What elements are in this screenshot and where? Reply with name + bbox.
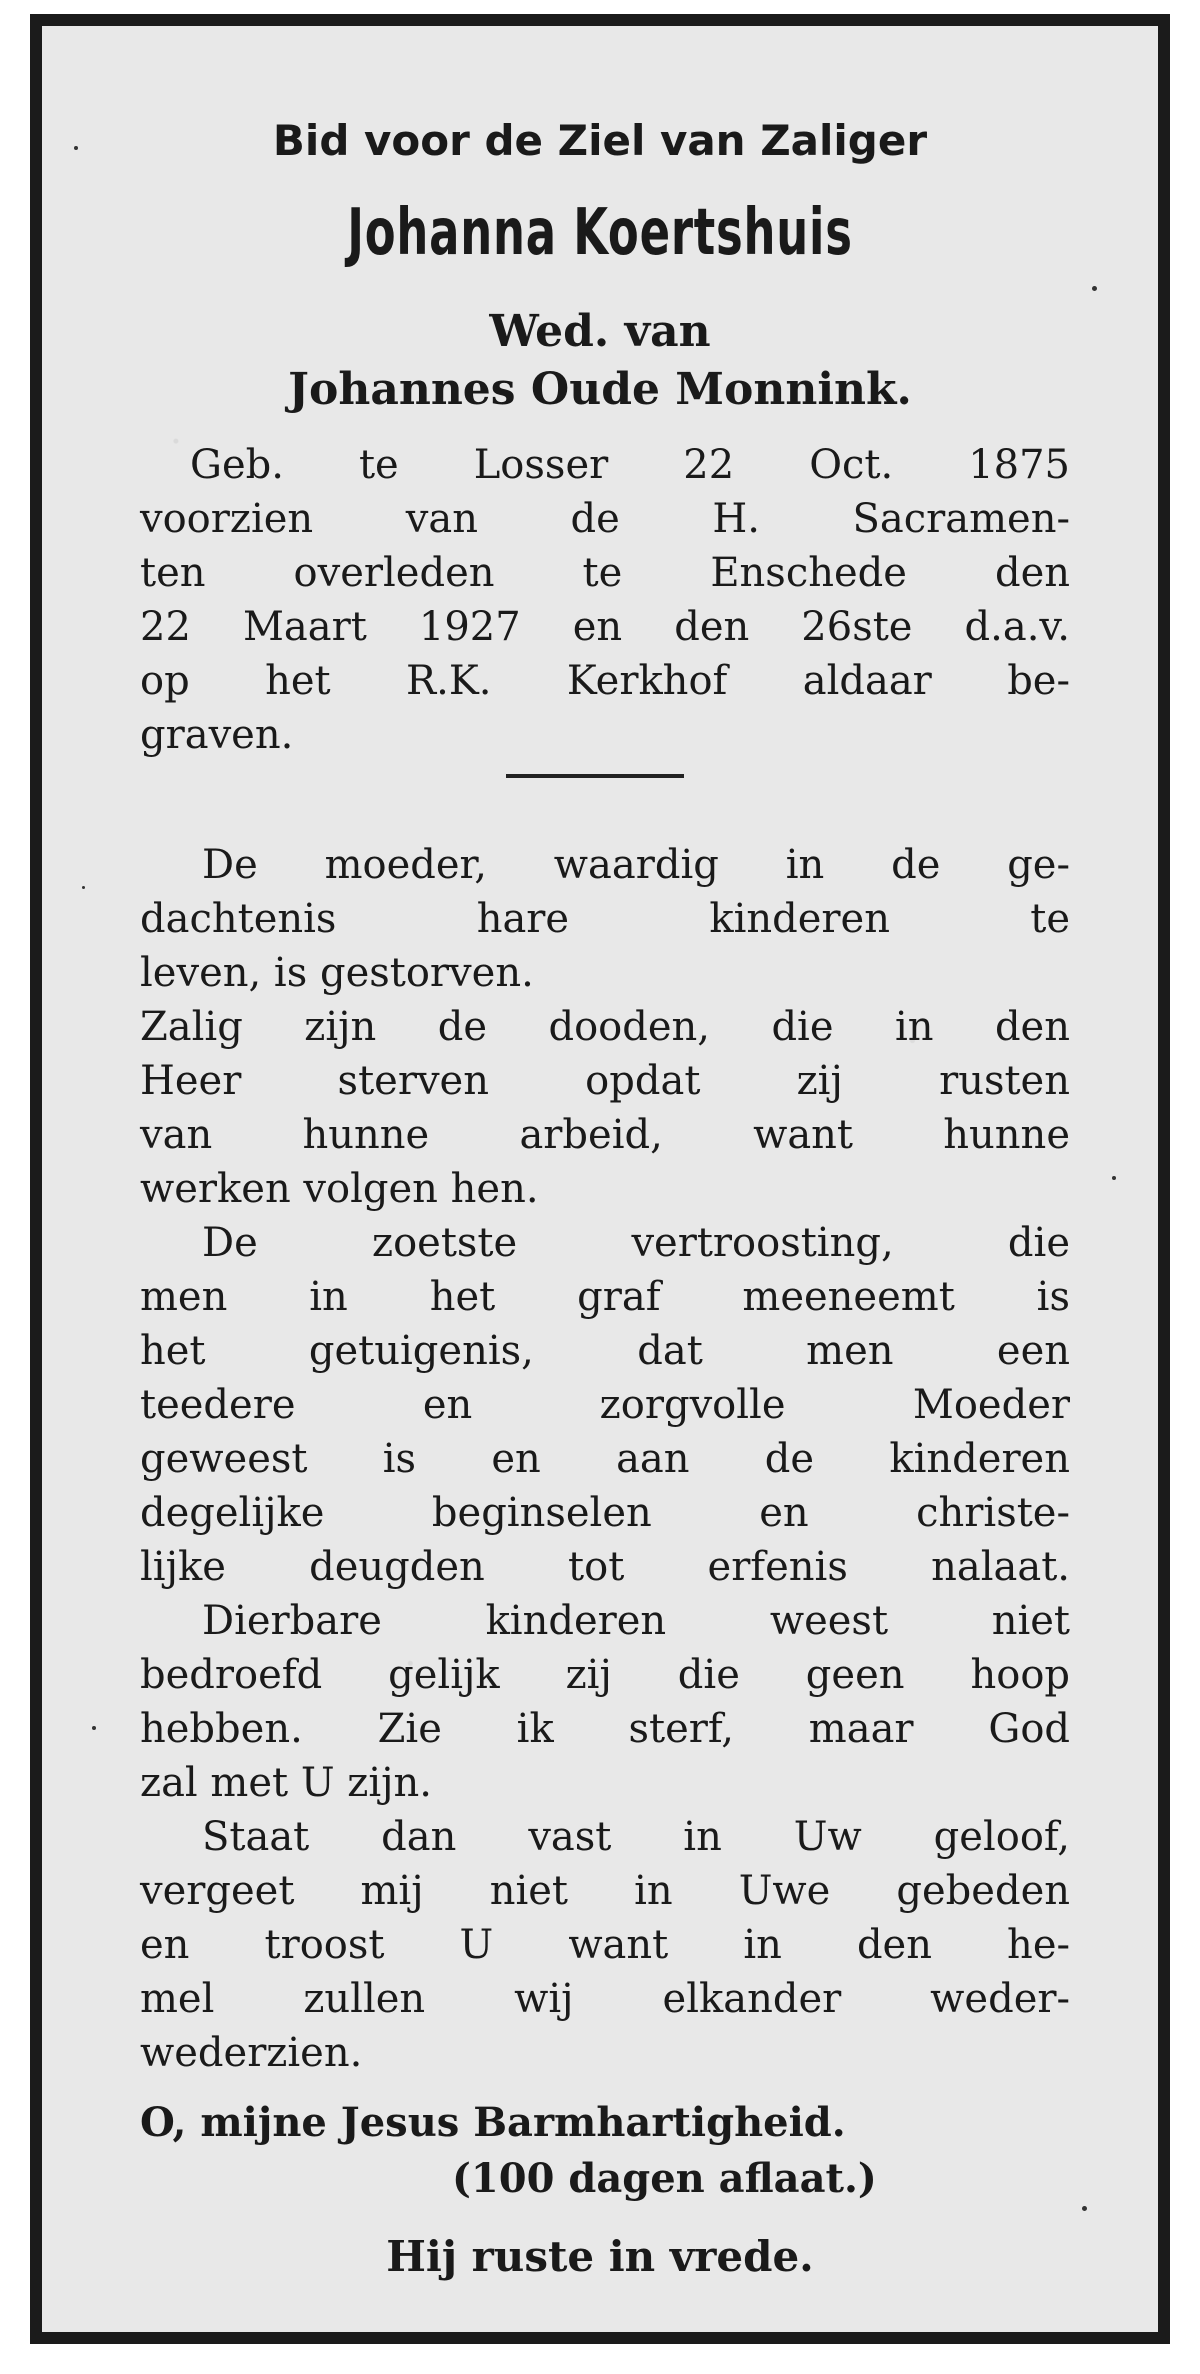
bio-line: voorzien van de H. Sacramen- (140, 496, 1070, 542)
print-speck (82, 886, 85, 889)
print-speck (1092, 286, 1097, 291)
prayer-line: O, mijne Jesus Barmhartigheid. (140, 2099, 846, 2146)
text-line: wederzien. (140, 2030, 363, 2076)
text-line: het getuigenis, dat men een (140, 1328, 1070, 1374)
text-line: Heer sterven opdat zij rusten (140, 1058, 1070, 1104)
bio-line: 22 Maart 1927 en den 26ste d.a.v. (140, 604, 1070, 650)
text-line: men in het graf meeneemt is (140, 1274, 1070, 1320)
print-speck (92, 1726, 96, 1730)
text-line: vergeet mij niet in Uwe gebeden (140, 1868, 1070, 1914)
indulgence-line: (100 dagen aflaat.) (452, 2155, 877, 2202)
text-line: van hunne arbeid, want hunne (140, 1112, 1070, 1158)
text-line: zal met U zijn. (140, 1760, 432, 1806)
print-speck (74, 146, 78, 150)
text-line: De moeder, waardig in de ge- (202, 842, 1070, 888)
text-line: werken volgen hen. (140, 1166, 539, 1212)
bio-line: Geb. te Losser 22 Oct. 1875 (190, 442, 1070, 488)
widow-of-label: Wed. van (489, 306, 711, 357)
text-line: teedere en zorgvolle Moeder (140, 1382, 1070, 1428)
memorial-card (30, 14, 1170, 2344)
husband-name: Johannes Oude Monnink. (288, 364, 912, 415)
divider-rule (506, 774, 684, 778)
bio-line: graven. (140, 712, 294, 758)
text-line: Dierbare kinderen weest niet (202, 1598, 1070, 1644)
bio-line: ten overleden te Enschede den (140, 550, 1070, 596)
text-line: leven, is gestorven. (140, 950, 534, 996)
print-speck (1082, 2206, 1087, 2211)
text-line: bedroefd gelijk zij die geen hoop (140, 1652, 1070, 1698)
bio-line: op het R.K. Kerkhof aldaar be- (140, 658, 1070, 704)
card-heading: Bid voor de Ziel van Zaliger (272, 116, 928, 165)
closing-line: Hij ruste in vrede. (386, 2232, 814, 2281)
text-line: hebben. Zie ik sterf, maar God (140, 1706, 1070, 1752)
print-speck (1112, 1176, 1116, 1180)
text-line: dachtenis hare kinderen te (140, 896, 1070, 942)
text-line: lijke deugden tot erfenis nalaat. (140, 1544, 1070, 1590)
text-line: Staat dan vast in Uw geloof, (202, 1814, 1070, 1860)
card-paper (42, 26, 1158, 2332)
text-line: en troost U want in den he- (140, 1922, 1070, 1968)
text-line: Zalig zijn de dooden, die in den (140, 1004, 1070, 1050)
text-line: mel zullen wij elkander weder- (140, 1976, 1070, 2022)
text-line: geweest is en aan de kinderen (140, 1436, 1070, 1482)
text-line: degelijke beginselen en christe- (140, 1490, 1070, 1536)
text-line: De zoetste vertroosting, die (202, 1220, 1070, 1266)
deceased-name: Johanna Koertshuis (347, 196, 853, 270)
